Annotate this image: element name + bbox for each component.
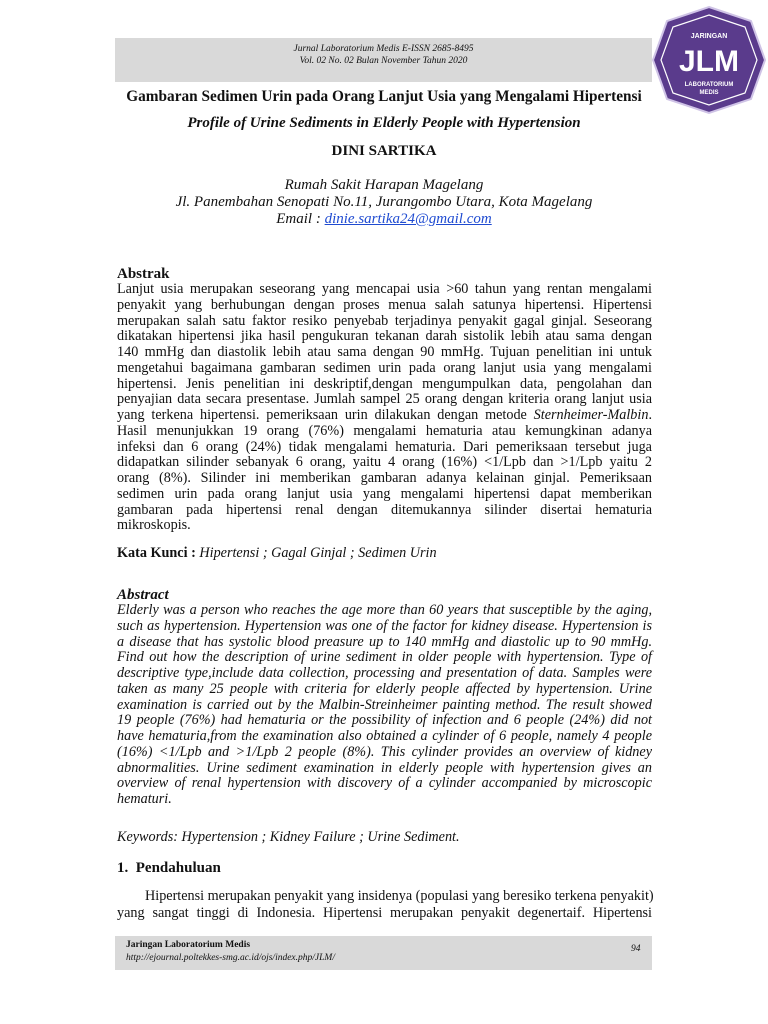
- keywords-line: [117, 829, 460, 846]
- kata-kunci-label: Kata Kunci :: [117, 545, 200, 561]
- method-name: Sternheimer-Malbin: [533, 407, 649, 423]
- logo-bottom-text-2: MEDIS: [699, 90, 719, 96]
- abstrak-line: gambaran pada hipertensi renal dengan ditemukannya silinder disertai hematuria: [117, 501, 652, 518]
- page-number: 94: [631, 944, 641, 954]
- abstract-line: a disease that has systolic blood preasure up to 140 mmHg and diastolic up to 90 mmHg.: [117, 633, 652, 650]
- abstrak-line-method: [117, 408, 652, 424]
- email-label: Email :: [276, 211, 325, 227]
- affiliation-email-line: [0, 211, 768, 228]
- abstrak-line: Lanjut usia merupakan seseorang yang mencapai usia >60 tahun yang rentan mengalami: [117, 281, 652, 297]
- author-name: DINI SARTIKA: [331, 143, 437, 159]
- abstrak-line: penyakit yang berhubungan dengan proses menua salah satunya hipertensi. Hipertensi: [117, 296, 652, 313]
- abstract-line: examination is carried out by the Malbin-Streinheimer painting method. The result showed: [117, 696, 652, 713]
- method-suffix: .: [648, 407, 652, 423]
- volume-line: Vol. 02 No. 02 Bulan November Tahun 2020: [299, 56, 468, 66]
- abstract-line: taken as many 25 people with criteria for elderly people affected by hypertension. Urine: [117, 680, 652, 697]
- abstrak-body: [117, 282, 652, 534]
- logo-main-text: JLM: [679, 45, 739, 78]
- abstract-line: overview of renal hypertension with discovery of a cylinder accompanied by microscopic: [117, 775, 652, 792]
- logo-bottom-text-1: LABORATORIUM: [684, 82, 734, 88]
- abstrak-line: penyajian data secara presentase. Jumlah sampel 25 orang dengan kriteria orang lanjut usia: [117, 391, 652, 408]
- email-link[interactable]: dinie.sartika24@gmail.com: [324, 211, 492, 227]
- abstrak-line: mikroskopis.: [117, 517, 191, 534]
- abstrak-line: infeksi dan 6 orang (24%) tidak mengalami hematuria. Dari pemeriksaan tersebut juga: [117, 438, 652, 455]
- abstract-line: have hematuria,from the examination also obtained a cylinder of 6 people, namely 4 people: [117, 728, 652, 744]
- abstrak-line: dikatakan hipertensi jika hasil pengukuran tekanan darah sistolik lebih atau sama dengan: [117, 328, 652, 345]
- abstract-line: Find out how the description of urine sediment in older people with hypertension. Type of: [117, 649, 652, 666]
- logo-top-text: JARINGAN: [690, 33, 728, 40]
- abstrak-line: sedimen urin pada orang lanjut usia yang mengalami hipertensi dapat memberikan: [117, 485, 652, 502]
- keywords-text: Hypertension ; Kidney Failure ; Urine Sediment.: [181, 829, 460, 845]
- abstract-line: descriptive type,include data collection, processing and presentation of data. Samples were: [117, 665, 652, 681]
- paper-title: Gambaran Sedimen Urin pada Orang Lanjut Usia yang Mengalami Hipertensi: [126, 88, 642, 105]
- abstrak-line: mengetahui bagaimana gambaran sedimen urin pada orang lanjut usia yang mengalami: [117, 359, 652, 376]
- abstract-body: [117, 603, 652, 808]
- abstract-line: such as hypertension. Hypertension was one of the factor for kidney disease. Hypertension is: [117, 617, 652, 634]
- section-1-body: [117, 888, 652, 922]
- abstrak-line: didapatkan silinder sebanyak 6 orang, yaitu 4 orang (16%) <1/Lpb dan >1/Lpb yaitu 2: [117, 454, 652, 471]
- affiliation-address: Jl. Panembahan Senopati No.11, Jurangombo Utara, Kota Magelang: [175, 194, 593, 210]
- abstrak-line: orang (8%). Silinder ini memberikan gambaran adanya kelainan ginjal. Pemeriksaan: [117, 470, 652, 486]
- kata-kunci-line: [117, 545, 437, 562]
- abstract-line: (16%) <1/Lpb and >1/Lpb 2 people (8%). This cylinder provides an overview of kidney: [117, 743, 652, 760]
- footer-title: Jaringan Laboratorium Medis: [126, 940, 251, 950]
- kata-kunci-text: Hipertensi ; Gagal Ginjal ; Sedimen Urin: [199, 545, 437, 561]
- abstract-line: 19 people (76%) had hematuria or the possibility of infection and 6 people (24%) did not: [117, 712, 652, 729]
- abstract-heading: Abstract: [117, 587, 169, 603]
- journal-line: Jurnal Laboratorium Medis E-ISSN 2685-8495: [293, 44, 474, 54]
- affiliation-institution: Rumah Sakit Harapan Magelang: [284, 177, 484, 193]
- abstrak-line: merupakan salah satu faktor resiko penyebab terjadinya penyakit gagal ginjal. Seseorang: [117, 312, 652, 329]
- paper-subtitle: Profile of Urine Sediments in Elderly People with Hypertension: [187, 115, 581, 131]
- section-1-heading: 1. Pendahuluan: [117, 860, 221, 876]
- abstrak-heading: Abstrak: [117, 266, 170, 282]
- abstract-line: hematuri.: [117, 791, 172, 807]
- section-1-line: yang sangat tinggi di Indonesia. Hipertensi merupakan penyakit degenertaif. Hipertensi: [117, 905, 652, 921]
- abstrak-line: Hasil menunjukkan 19 orang (76%) mengalami hematuria atau kemungkinan adanya: [117, 422, 652, 439]
- section-1-line: Hipertensi merupakan penyakit yang insidenya (populasi yang beresiko terkena penyakit): [145, 888, 654, 904]
- keywords-label: Keywords:: [117, 829, 182, 845]
- abstrak-line: 140 mmHg dan diastolik lebih atau sama dengan 90 mmHg. Tujuan penelitian ini untuk: [117, 344, 652, 360]
- abstract-line: Elderly was a person who reaches the age more than 60 years that susceptible by the aging,: [117, 602, 652, 618]
- abstract-line: abnormalities. Urine sediment examination in elderly people with hypertension gives an: [117, 759, 652, 776]
- method-prefix: yang terkena hipertensi. pemeriksaan urin dilakukan dengan metode: [117, 407, 534, 423]
- footer-url[interactable]: http://ejournal.poltekkes-smg.ac.id/ojs/index.php/JLM/: [126, 953, 335, 963]
- abstrak-line: hipertensi. Jenis penelitian ini deskriptif,dengan mengumpulkan data, pengolahan dan: [117, 375, 652, 392]
